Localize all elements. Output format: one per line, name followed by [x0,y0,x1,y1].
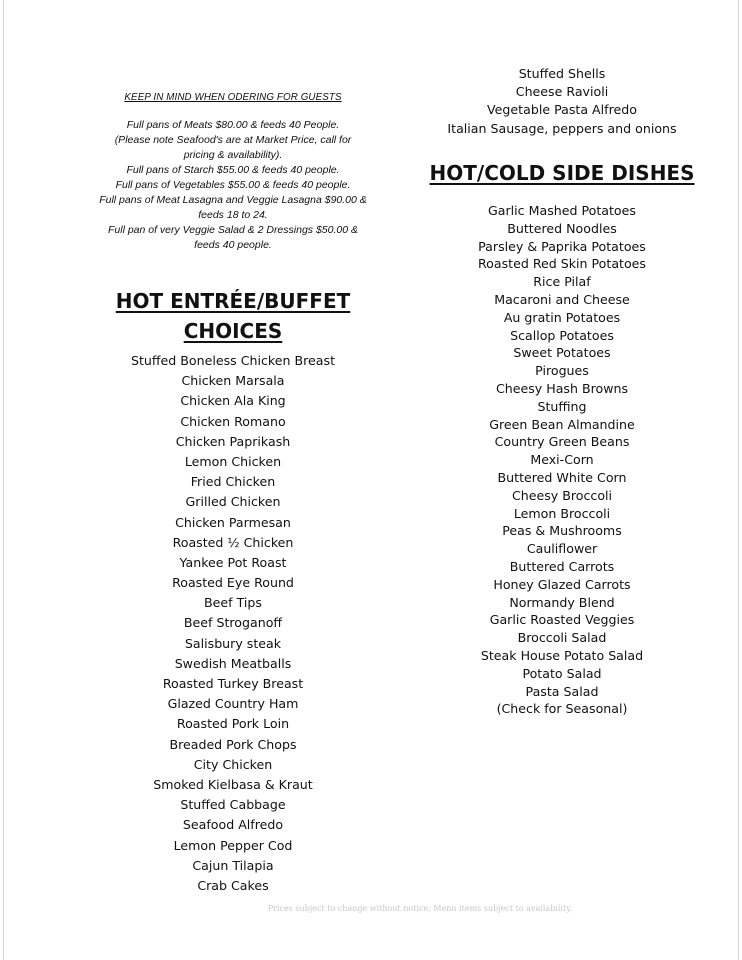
menu-item: Chicken Parmesan [175,514,291,530]
ordering-note-line: Full pans of Meats $80.00 & feeds 40 People. [126,119,340,131]
hot-entree-list [92,351,374,896]
page-edge-left [3,0,4,960]
menu-item: Au gratin Potatoes [503,309,621,325]
menu-item: Steak House Potato Salad [480,647,644,663]
ordering-note-line: Full pan of very Veggie Salad & 2 Dressings $50.00 & [107,224,358,236]
menu-item: Crab Cakes [197,877,269,893]
menu-item: Normandy Blend [509,594,615,610]
side-dishes-list [418,202,706,718]
ordering-note-line: (Please note Seafood's are at Market Price, call for [114,134,352,146]
menu-item: Country Green Beans [494,434,630,450]
hot-entree-title [92,286,374,346]
ordering-note-line: Full pans of Starch $55.00 & feeds 40 people. [126,164,340,176]
menu-item: Seafood Alfredo [182,817,284,833]
ordering-note-line: feeds 18 to 24. [198,209,268,221]
hot-entree-title-line2: CHOICES [183,319,283,343]
menu-item: Beef Stroganoff [183,615,283,631]
menu-item: Garlic Roasted Veggies [489,612,635,628]
menu-item: City Chicken [193,756,273,772]
menu-item: Stuffed Cabbage [180,797,286,813]
menu-item: Parsley & Paprika Potatoes [478,238,646,254]
menu-item: Roasted Turkey Breast [162,676,304,691]
footer-disclaimer: Prices subject to change without notice. Menu items subject to availability. [267,904,573,913]
menu-item: Glazed Country Ham [167,696,299,712]
menu-item: (Check for Seasonal) [496,701,628,717]
menu-item: Cauliflower [526,541,598,557]
menu-item: Chicken Ala King [180,393,286,409]
menu-item: Potato Salad [522,665,602,681]
menu-item: Roasted Pork Loin [176,716,290,732]
menu-item: Lemon Chicken [184,453,282,469]
page-edge-right [738,0,739,960]
menu-item: Vegetable Pasta Alfredo [487,102,637,118]
menu-item: Cheese Ravioli [515,84,609,100]
ordering-note-line: Full pans of Meat Lasagna and Veggie Lasagna $90.00 & [99,194,367,206]
menu-item: Chicken Paprikash [175,433,291,449]
menu-item: Honey Glazed Carrots [493,576,631,592]
menu-item: Grilled Chicken [185,494,281,510]
pasta-list [418,65,706,138]
menu-item: Buttered Noodles [507,220,617,236]
ordering-notes [92,90,374,253]
menu-item: Chicken Romano [180,413,286,429]
menu-item: Peas & Mushrooms [502,523,622,539]
menu-item: Fried Chicken [190,474,276,490]
menu-item: Mexi-Corn [530,452,594,468]
ordering-note-line: pricing & availability). [183,149,283,161]
menu-item: Cheesy Broccoli [511,487,613,503]
hot-entree-title-line1: HOT ENTRÉE/BUFFET [115,289,351,313]
ordering-note-line: feeds 40 people. [194,239,272,251]
menu-item: Buttered Carrots [509,558,615,574]
menu-item: Buttered White Corn [497,469,627,485]
menu-item: Beef Tips [204,595,262,611]
menu-item: Smoked Kielbasa & Kraut [153,776,313,792]
menu-item: Chicken Marsala [181,373,285,389]
menu-item: Rice Pilaf [533,274,591,290]
menu-item: Italian Sausage, peppers and onions [447,120,677,136]
menu-item: Roasted Eye Round [172,575,294,591]
menu-item: Pasta Salad [525,683,599,699]
menu-item: Garlic Mashed Potatoes [488,203,636,218]
menu-item: Macaroni and Cheese [494,291,630,307]
menu-item: Stuffed Shells [518,66,606,81]
menu-item: Stuffed Boneless Chicken Breast [130,353,336,368]
menu-item: Sweet Potatoes [513,345,611,361]
menu-item: Roasted Red Skin Potatoes [477,256,646,272]
ordering-notes-heading: KEEP IN MIND WHEN ODERING FOR GUESTS [124,92,342,103]
side-dishes-title: HOT/COLD SIDE DISHES [429,161,695,185]
menu-item: Pirogues [535,363,589,379]
menu-item: Lemon Broccoli [513,505,611,521]
menu-item: Salisbury steak [184,635,282,651]
menu-item: Cajun Tilapia [192,857,274,873]
menu-item: Swedish Meatballs [174,655,292,671]
menu-item: Stuffing [537,398,587,414]
menu-item: Lemon Pepper Cod [173,837,293,853]
ordering-note-line: Full pans of Vegetables $55.00 & feeds 40 people. [115,179,351,191]
menu-item: Green Bean Almandine [489,416,635,432]
menu-item: Yankee Pot Roast [179,554,287,570]
menu-item: Breaded Pork Chops [169,736,297,752]
menu-item: Scallop Potatoes [510,327,614,343]
menu-item: Cheesy Hash Browns [495,380,629,396]
menu-item: Roasted ½ Chicken [172,534,294,550]
menu-item: Broccoli Salad [517,630,607,646]
